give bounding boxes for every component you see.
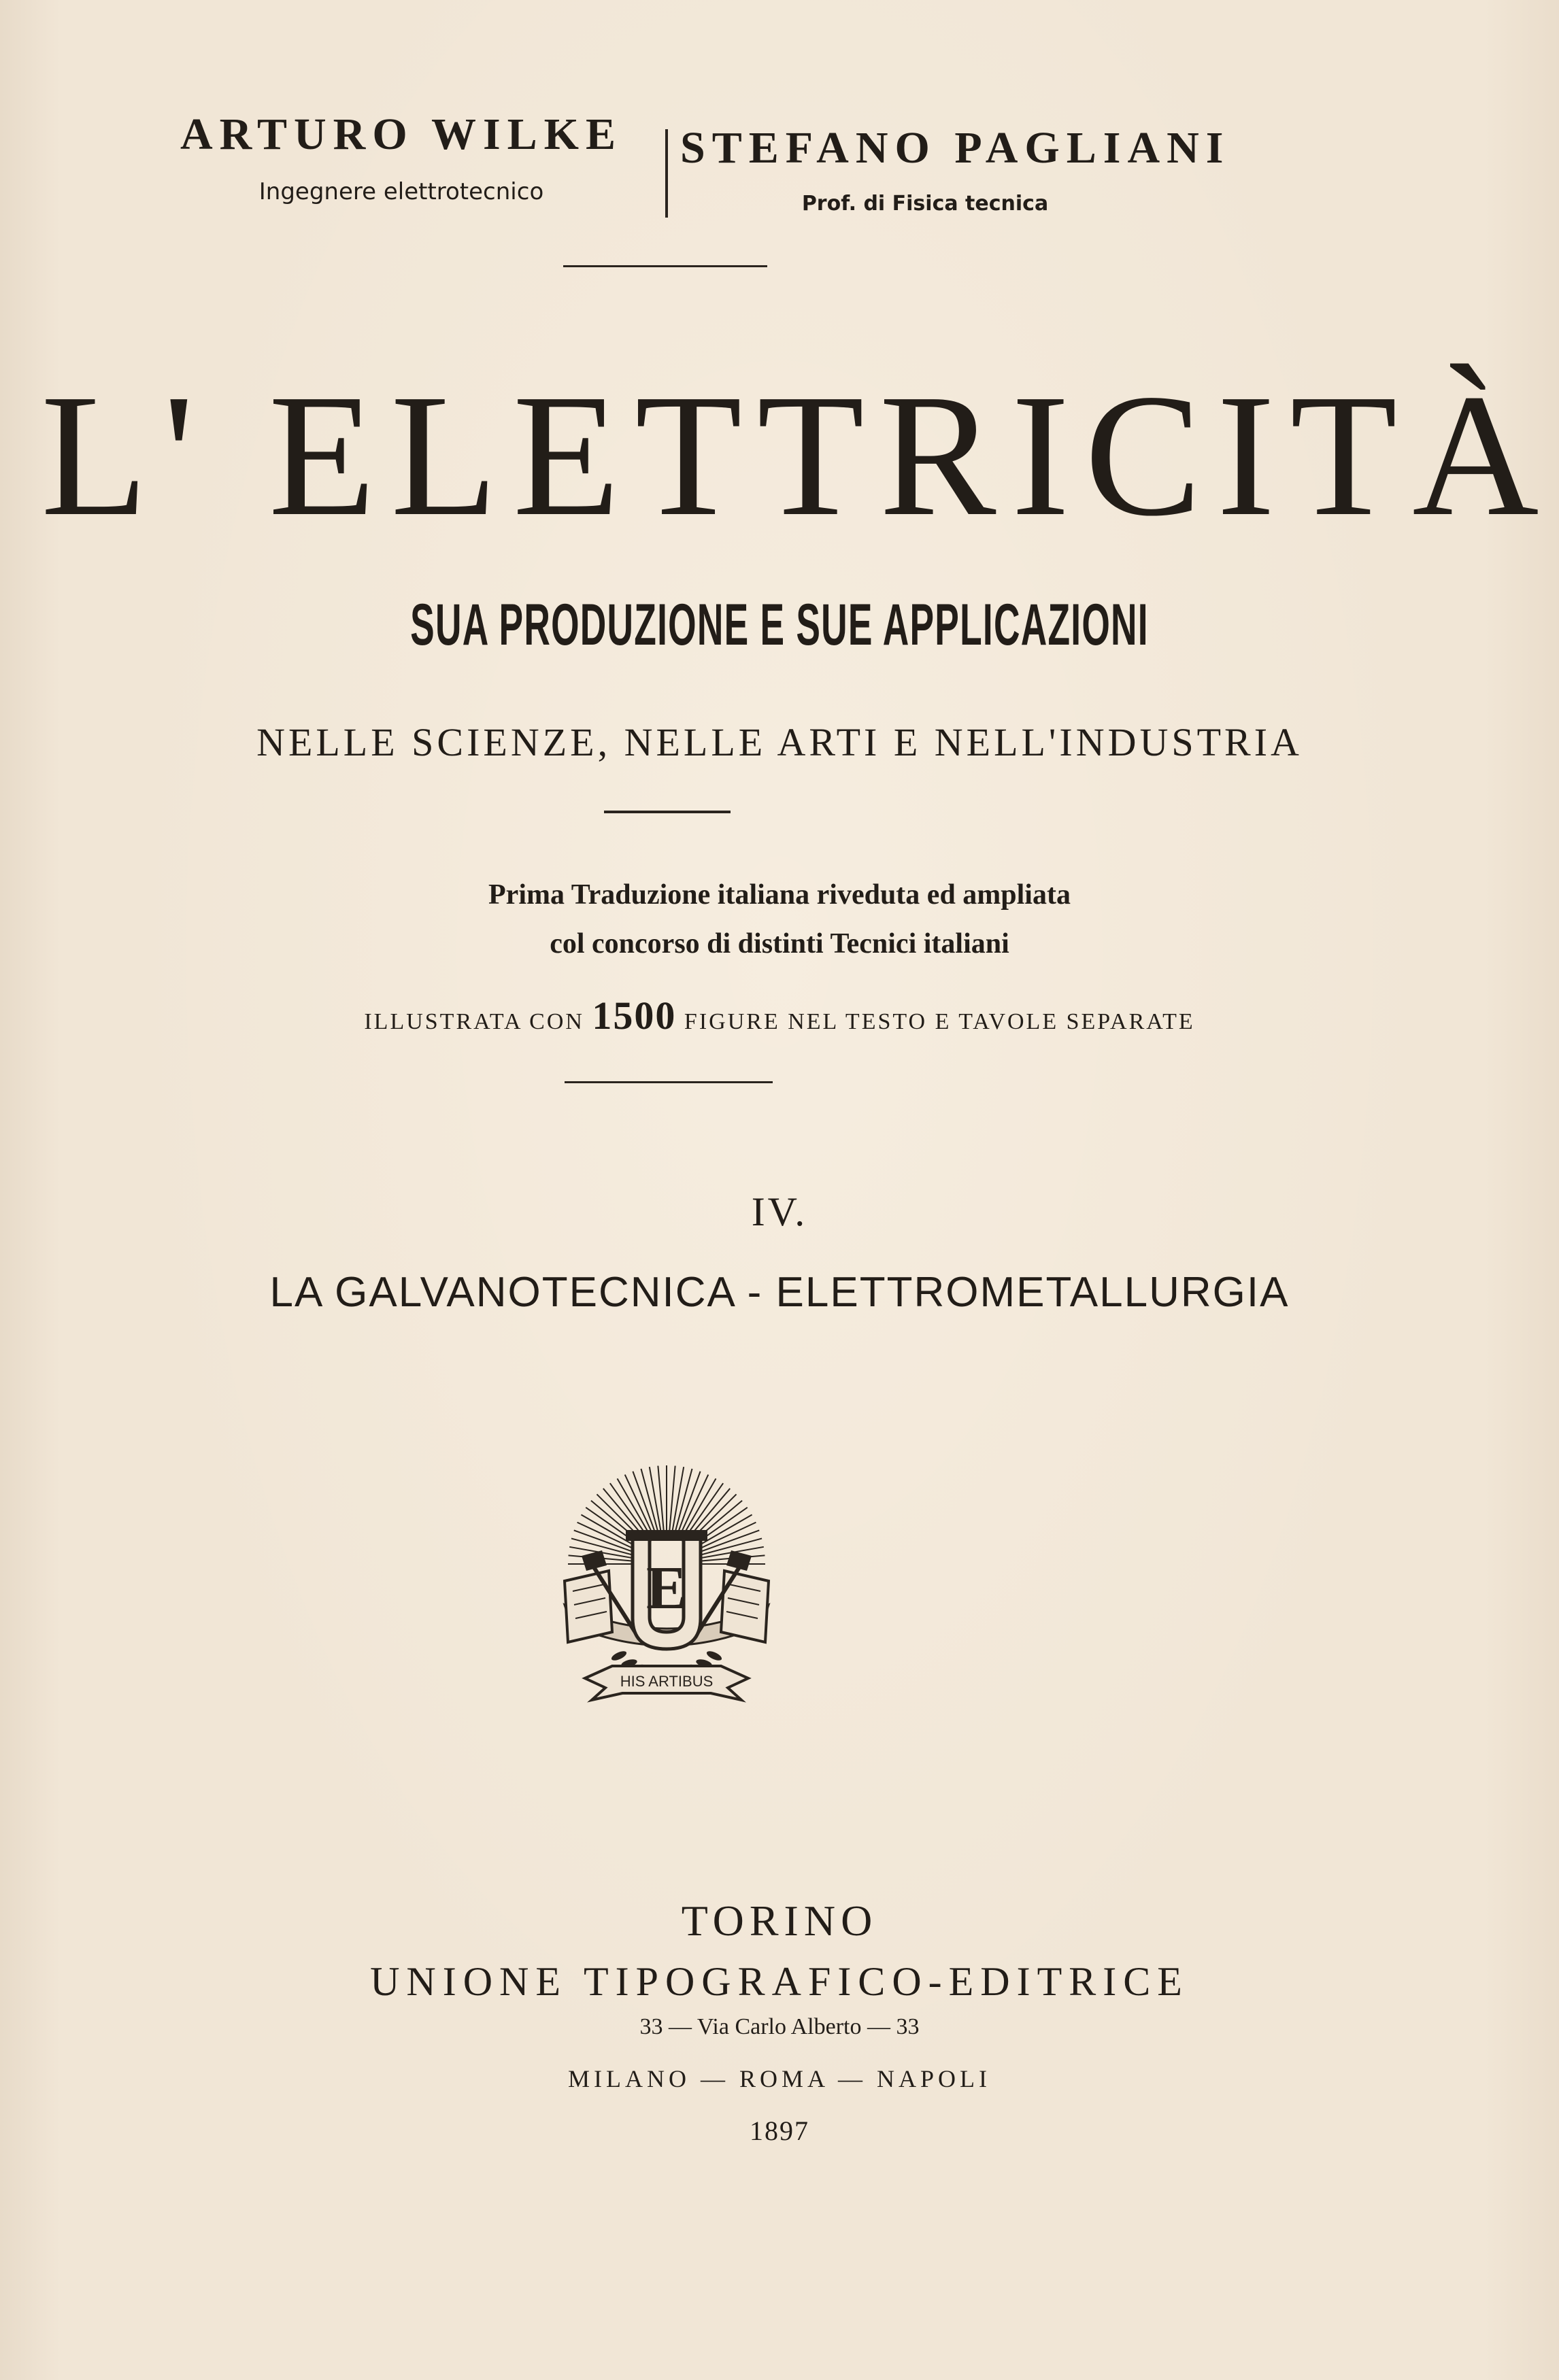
sun-ray bbox=[569, 1547, 639, 1559]
divider-rule bbox=[604, 811, 731, 813]
illustration-suffix: FIGURE NEL TESTO E TAVOLE SEPARATE bbox=[684, 1009, 1195, 1034]
edition-line: col concorso di distinti Tecnici italiani bbox=[550, 928, 1009, 959]
illustration-prefix: ILLUSTRATA CON bbox=[364, 1009, 584, 1034]
sun-ray bbox=[650, 1467, 662, 1537]
volume-number: IV. bbox=[751, 1189, 808, 1234]
imprint-cities: MILANO — ROMA — NAPOLI bbox=[567, 2065, 991, 2092]
emblem-motto: HIS ARTIBUS bbox=[620, 1673, 714, 1690]
book-title: L' ELETTRICITÀ bbox=[41, 358, 1554, 552]
publisher-emblem bbox=[544, 1462, 789, 1714]
author-block-right bbox=[680, 122, 1230, 216]
sun-ray bbox=[669, 1466, 675, 1537]
edition-line: Prima Traduzione italiana riveduta ed ampliata bbox=[488, 879, 1071, 911]
author-name: STEFANO PAGLIANI bbox=[680, 123, 1230, 173]
divider-rule bbox=[565, 1081, 773, 1083]
sun-ray bbox=[678, 1475, 708, 1540]
publication-year: 1897 bbox=[750, 2115, 809, 2146]
author-block-left bbox=[150, 109, 653, 205]
monogram-t-icon bbox=[626, 1530, 707, 1541]
sun-ray bbox=[671, 1467, 684, 1537]
book-subtitle-secondary: NELLE SCIENZE, NELLE ARTI E NELL'INDUSTRIA bbox=[256, 720, 1303, 764]
imprint-publisher: UNIONE TIPOGRAFICO-EDITRICE bbox=[370, 1959, 1189, 2004]
imprint-address: 33 — Via Carlo Alberto — 33 bbox=[639, 2014, 920, 2039]
sun-ray bbox=[658, 1466, 664, 1537]
sun-ray bbox=[625, 1475, 655, 1540]
author-name: ARTURO WILKE bbox=[180, 109, 623, 159]
illustration-note bbox=[0, 993, 1559, 1038]
divider-rule bbox=[563, 265, 767, 267]
sunburst-rays bbox=[568, 1465, 765, 1564]
imprint-city: TORINO bbox=[681, 1897, 878, 1945]
sun-ray bbox=[693, 1547, 763, 1559]
illustration-count: 1500 bbox=[592, 993, 677, 1038]
book-subtitle: SUA PRODUZIONE E SUE APPLICAZIONI bbox=[410, 592, 1149, 658]
author-role: Prof. di Fisica tecnica bbox=[801, 192, 1049, 216]
monogram-e-icon: E bbox=[646, 1554, 688, 1622]
author-divider bbox=[665, 129, 668, 218]
volume-title: LA GALVANOTECNICA - ELETTROMETALLURGIA bbox=[269, 1269, 1290, 1316]
author-role: Ingegnere elettrotecnico bbox=[258, 178, 544, 205]
